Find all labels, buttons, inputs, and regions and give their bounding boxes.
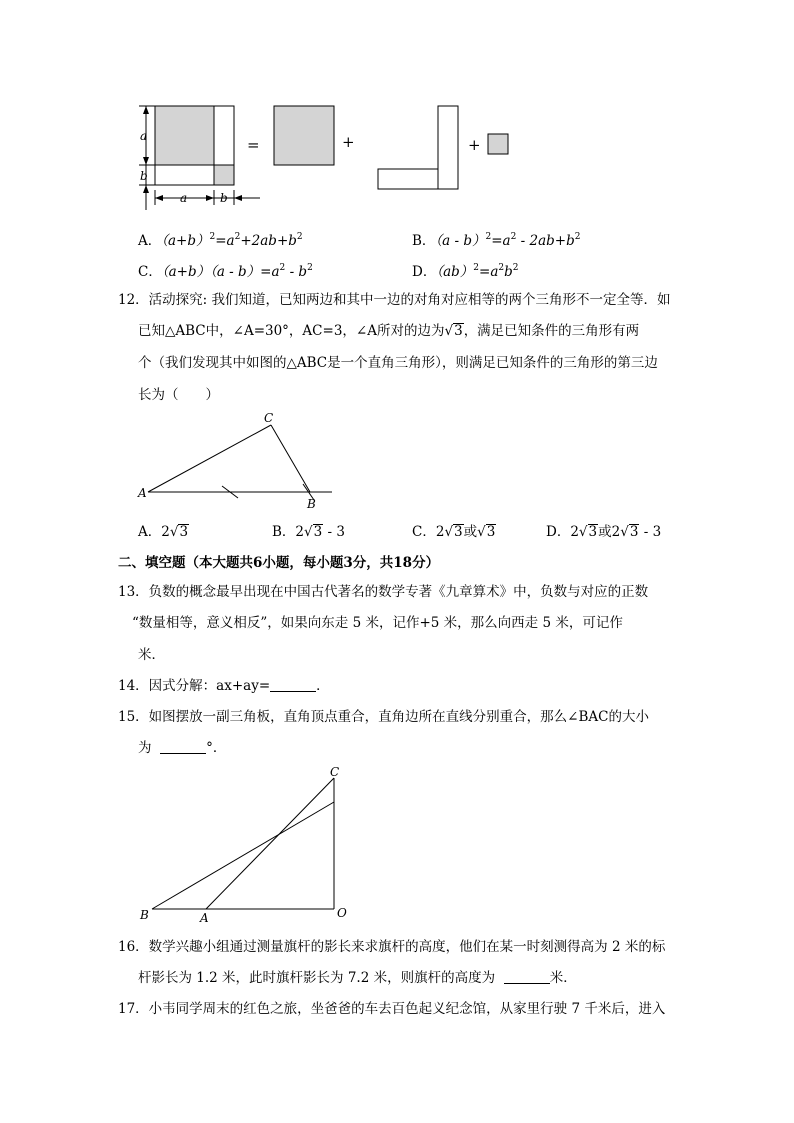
- q12-option-c[interactable]: C．2√3或√3: [412, 524, 496, 540]
- q15-label-o: O: [337, 906, 347, 920]
- q12-line4: 长为（ ）: [138, 387, 219, 403]
- q15-label-a: A: [200, 911, 209, 925]
- q16-line1: 16．数学兴趣小组通过测量旗杆的影长来求旗杆的高度，他们在某一时刻测得高为 2 米的标: [118, 939, 666, 955]
- q11-option-c[interactable]: C．$(a+b)(a - b)=a^2 - b^2$: [138, 263, 313, 280]
- plus-sign-1: +: [342, 133, 355, 151]
- q17-line1: 17．小韦同学周末的红色之旅，坐爸爸的车去百色起义纪念馆，从家里行驶 7 千米后，进入: [118, 1001, 666, 1017]
- q11-option-d[interactable]: D．$(ab)^2=a^2b^2$: [412, 263, 519, 280]
- label-b-horizontal: b: [220, 191, 228, 205]
- q14: 14．因式分解：ax+ay= ．: [118, 678, 330, 694]
- q15-label-b: B: [140, 908, 149, 922]
- plus-sign-2: +: [468, 136, 481, 154]
- q15-line-bc: [152, 802, 334, 909]
- q12-label-c: C: [264, 411, 274, 425]
- q15-line2: 为 °．: [138, 740, 227, 756]
- q15-label-c: C: [330, 765, 340, 779]
- q15-line1: 15．如图摆放一副三角板，直角顶点重合，直角边所在直线分别重合，那么∠BAC的大小: [118, 709, 649, 725]
- q12-option-a[interactable]: A．2√3: [138, 524, 189, 540]
- q12-label-a: A: [138, 486, 147, 500]
- q11-option-b[interactable]: B．$(a - b)^2=a^2 - 2ab+b^2$: [412, 232, 581, 249]
- q13-line3: 米．: [138, 647, 165, 663]
- label-a-vertical: a: [140, 129, 148, 143]
- q16-answer-blank[interactable]: [504, 969, 550, 984]
- q15-line-ac: [206, 778, 334, 909]
- q12-label-b: B: [307, 497, 316, 511]
- q12-line1: 12．活动探究: 我们知道，已知两边和其中一边的对角对应相等的两个三角形不一定全等．如: [118, 292, 671, 308]
- q11-option-a[interactable]: A．$(a+b)^2=a^2+2ab+b^2$: [138, 232, 303, 249]
- q12-option-b[interactable]: B．2√3 - 3: [272, 524, 345, 540]
- label-a-horizontal: a: [180, 191, 188, 205]
- label-b-vertical: b: [140, 169, 148, 183]
- equals-sign: =: [247, 136, 260, 154]
- q12-line3: 个（我们发现其中如图的△ABC是一个直角三角形），则满足已知条件的三角形的第三边: [138, 355, 658, 371]
- q16-line2: 杆影长为 1.2 米，此时旗杆影长为 7.2 米，则旗杆的高度为 米．: [138, 970, 577, 986]
- section-2-title: 二、填空题（本大题共6小题，每小题3分，共18分）: [118, 555, 440, 571]
- q12-line2: 已知△ABC中，∠A=30°，AC=3，∠A所对的边为√3，满足已知条件的三角形有两: [138, 323, 640, 339]
- q13-line2: “数量相等，意义相反”，如果向东走 5 米，记作+5 米，那么向西走 5 米，可记作: [132, 615, 623, 631]
- q12-option-d[interactable]: D．2√3或2√3 - 3: [546, 524, 662, 540]
- q13-line1: 13．负数的概念最早出现在中国古代著名的数学专著《九章算术》中，负数与对应的正数: [118, 584, 649, 600]
